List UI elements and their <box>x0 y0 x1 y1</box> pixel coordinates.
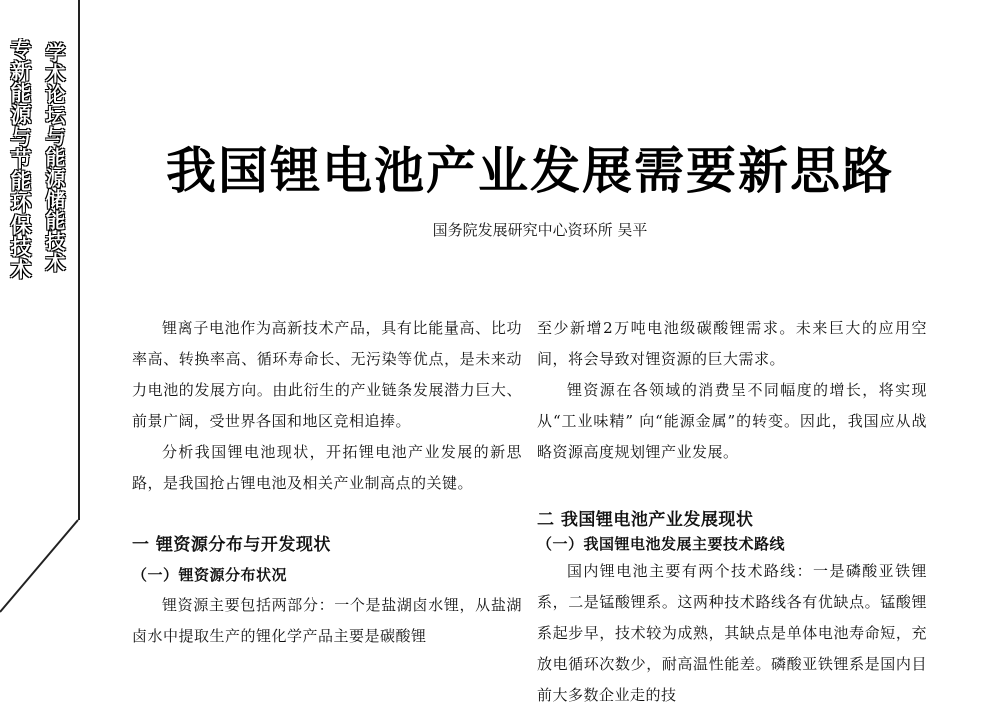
subsection-heading: （一）我国锂电池发展主要技术路线 <box>537 535 786 553</box>
margin-strip-right-text: 学术论坛与能源储能技术 <box>42 42 66 273</box>
paragraph: 国内锂电池主要有两个技术路线：一是磷酸亚铁锂系，二是锰酸锂系。这两种技术路线各有优缺点。锰酸锂系起步早，技术较为成熟，其缺点是单体电池寿命短，充放电循环次数少，耐高温性能差。磷酸亚铁锂系是国内目前大多数企业走的技 <box>537 562 927 704</box>
left-column <box>132 313 522 652</box>
margin-strip <box>0 38 74 598</box>
paragraph: 锂离子电池作为高新技术产品，具有比能量高、比功率高、转换率高、循环寿命长、无污染等优点，是未来动力电池的发展方向。由此衍生的产业链条发展潜力巨大、前景广阔，受世界各国和地区竞相追捧。 <box>132 319 522 430</box>
section-heading: 一 锂资源分布与开发现状 <box>132 535 331 555</box>
paragraph: 分析我国锂电池现状，开拓锂电池产业发展的新思路，是我国抢占锂电池及相关产业制高点的关键。 <box>132 443 522 492</box>
paragraph: 至少新增2万吨电池级碳酸锂需求。未来巨大的应用空间，将会导致对锂资源的巨大需求。 <box>537 319 927 368</box>
article-title: 我国锂电池产业发展需要新思路 <box>166 142 894 200</box>
subsection-heading: （一）锂资源分布状况 <box>132 566 288 584</box>
paragraph: 锂资源在各领域的消费呈不同幅度的增长，将实现从“工业味精” 向“能源金属”的转变。因此，我国应从战略资源高度规划锂产业发展。 <box>537 381 927 461</box>
section-heading: 二 我国锂电池产业发展现状 <box>537 510 754 530</box>
article-author: 国务院发展研究中心资环所 吴平 <box>432 221 648 239</box>
margin-strip-left-text: 专新能源与节能环保技术 <box>8 38 32 280</box>
right-column <box>537 313 927 711</box>
vertical-rule <box>78 0 80 520</box>
paragraph: 锂资源主要包括两部分：一个是盐湖卤水锂，从盐湖卤水中提取生产的锂化学产品主要是碳酸锂 <box>132 596 522 645</box>
